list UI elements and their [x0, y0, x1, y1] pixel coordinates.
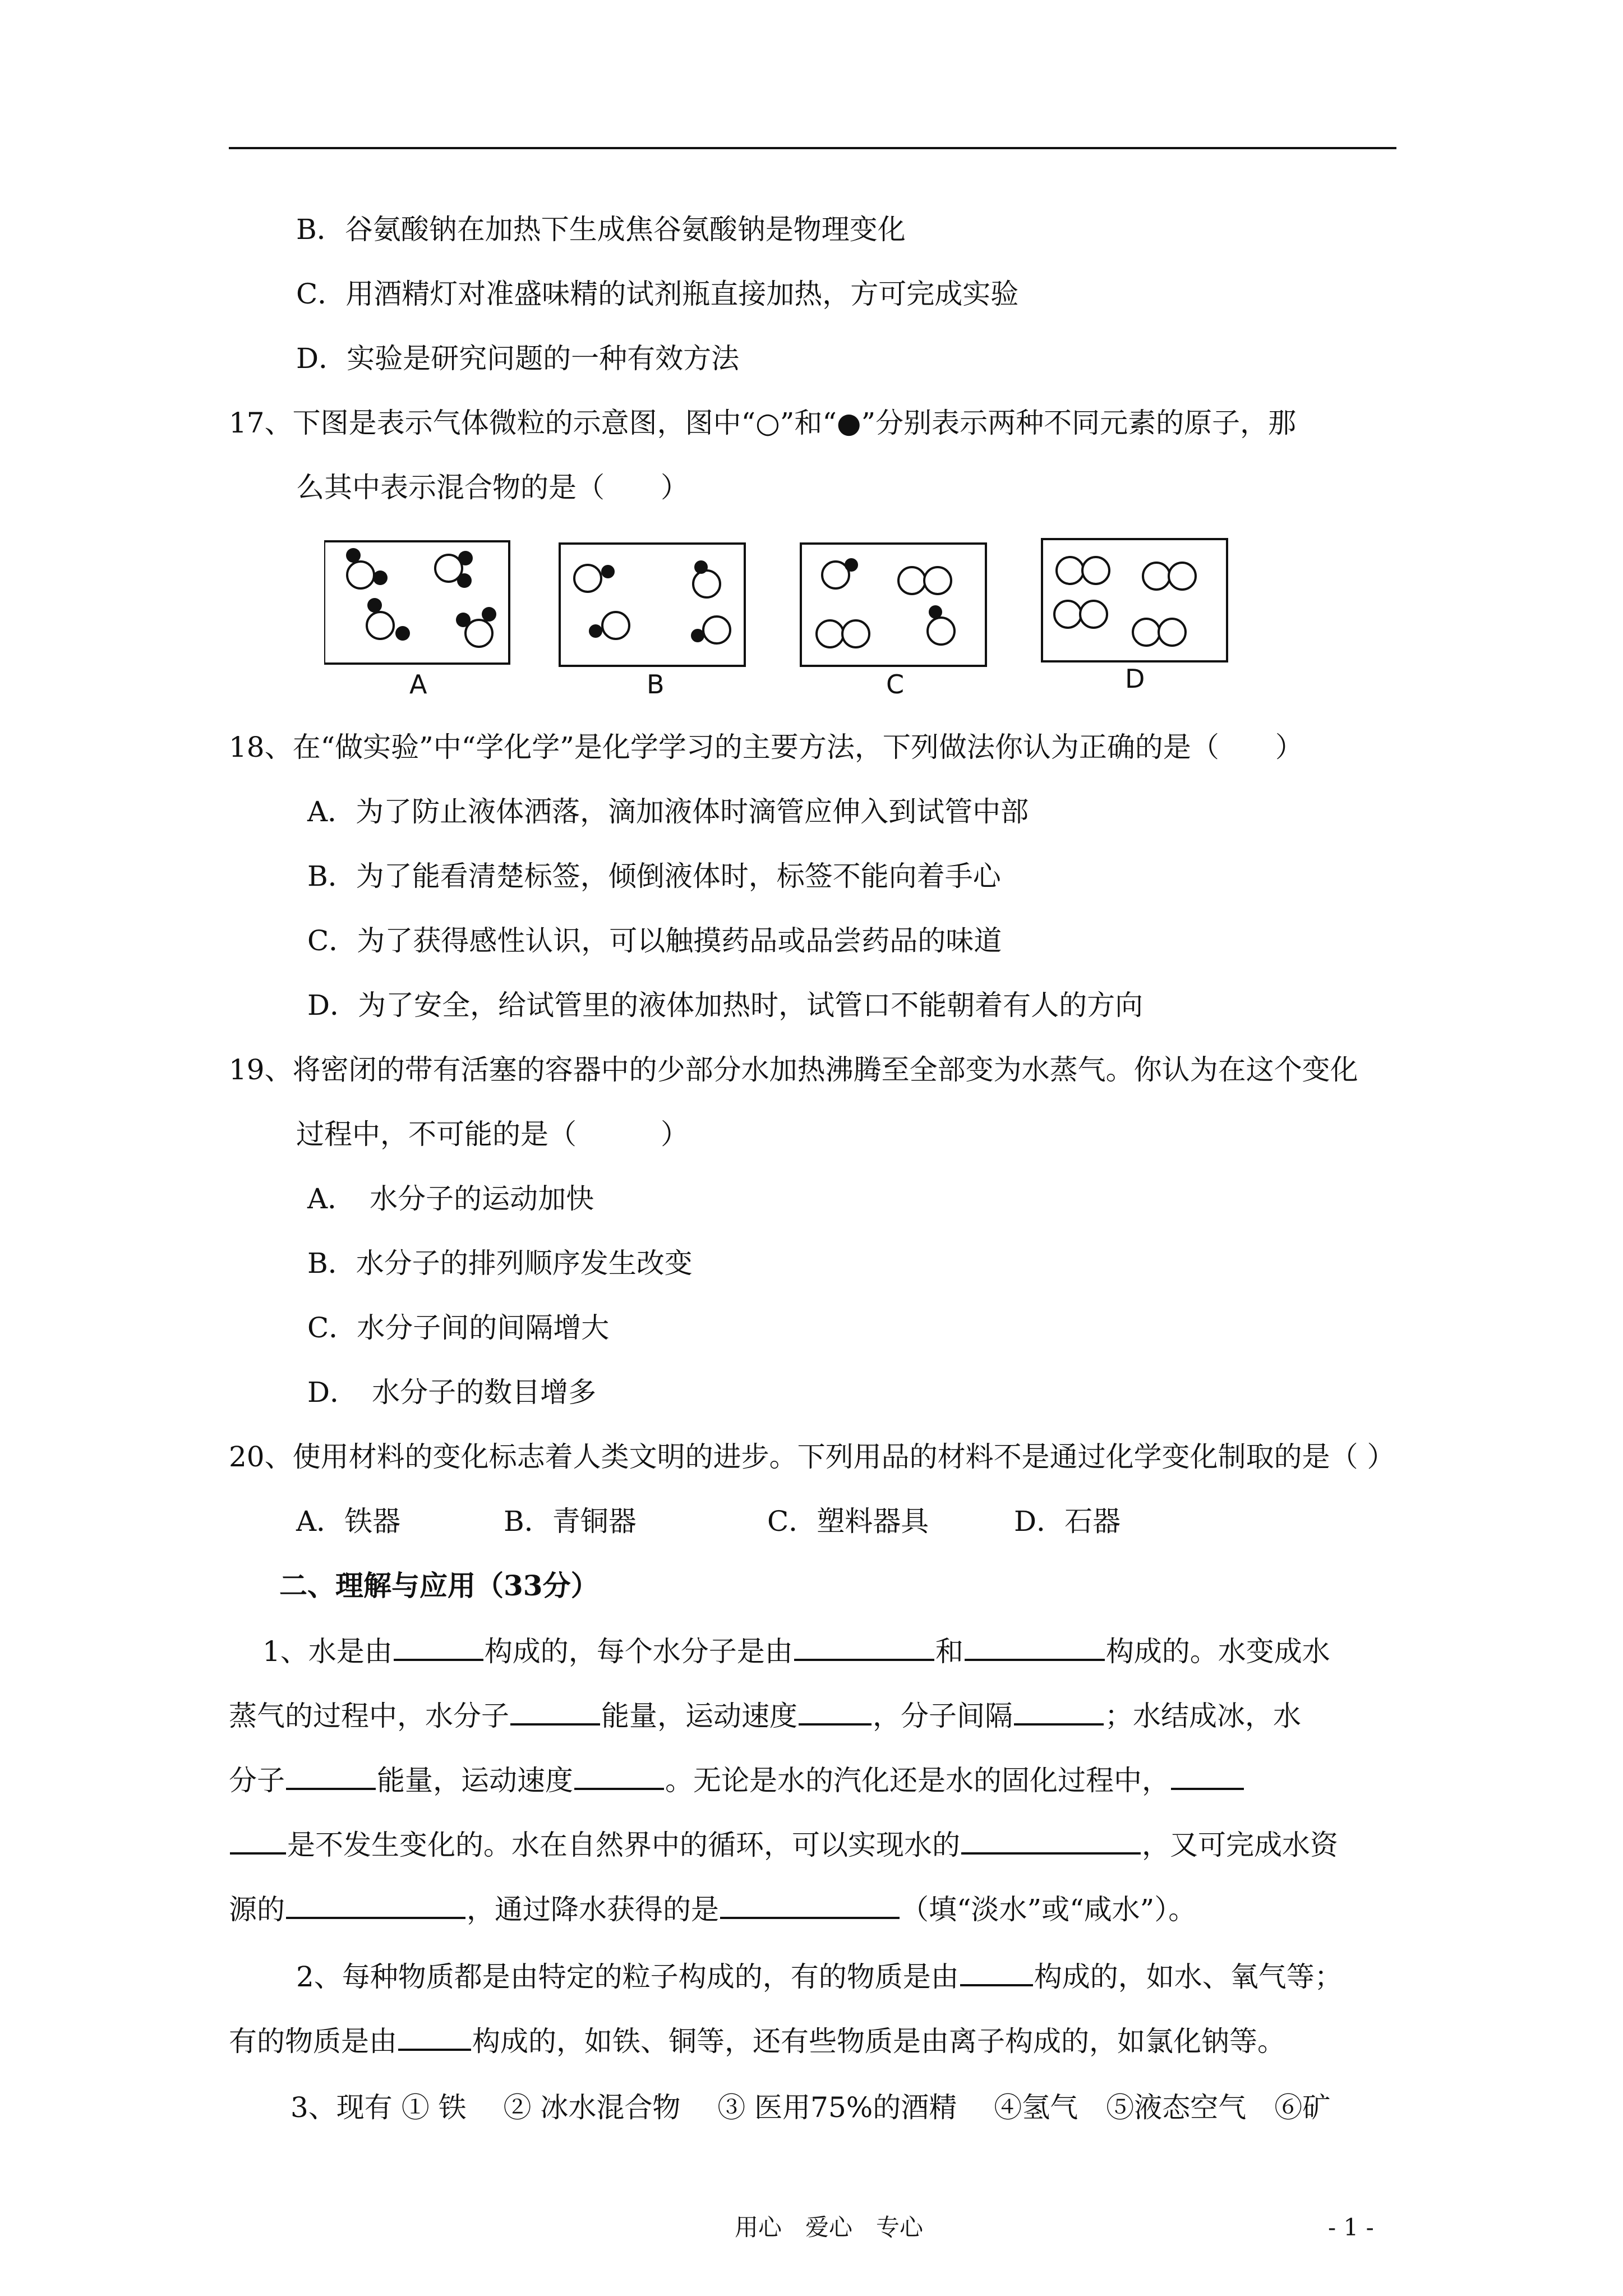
q19-stem-line1: 19、将密闭的带有活塞的容器中的少部分水加热沸腾至全部变为水蒸气。你认为在这个变化 — [229, 1053, 1358, 1086]
q20-option-a: A．铁器 — [296, 1505, 401, 1538]
answer-blank[interactable] — [574, 1762, 664, 1790]
white-atom — [367, 612, 394, 639]
black-atom — [589, 624, 602, 638]
white-atom — [1057, 557, 1083, 584]
text-segment: 1、水是由 — [262, 1635, 393, 1668]
answer-blank[interactable] — [230, 1826, 286, 1855]
black-atom — [458, 551, 473, 565]
black-atom — [373, 570, 388, 585]
q18-option-d: D．为了安全，给试管里的液体加热时，试管口不能朝着有人的方向 — [307, 989, 1144, 1022]
white-atom — [574, 565, 601, 592]
white-atom — [1133, 619, 1160, 646]
fill-q1-line4 — [229, 1826, 1338, 1862]
white-atom — [1082, 557, 1109, 584]
text-segment: 是不发生变化的。水在自然界中的循环，可以实现水的 — [287, 1829, 960, 1861]
section-title: 二、理解与应用（33分） — [279, 1569, 599, 1602]
black-atom — [929, 605, 942, 619]
white-atom — [817, 620, 843, 647]
black-atom — [457, 573, 472, 588]
header-rule — [229, 147, 1396, 149]
q19-option-b: B．水分子的排列顺序发生改变 — [307, 1247, 693, 1280]
text-segment: 分子 — [229, 1764, 285, 1797]
diagram-label-c: C — [886, 669, 905, 700]
text-segment: 源的 — [229, 1893, 285, 1926]
text-segment: 有的物质是由 — [229, 2025, 397, 2058]
footer-center: 用心 爱心 专心 — [735, 2214, 924, 2241]
white-atom — [693, 570, 720, 597]
black-atom — [346, 548, 361, 563]
white-atom — [1169, 563, 1196, 590]
answer-blank[interactable] — [1014, 1697, 1104, 1726]
text-segment: 2、每种物质都是由特定的粒子构成的，有的物质是由 — [296, 1961, 959, 1993]
text-segment: ，又可完成水资 — [1142, 1829, 1338, 1861]
q20-option-b: B．青铜器 — [504, 1505, 637, 1538]
text-segment: ，分子间隔 — [873, 1700, 1013, 1732]
text-segment: 能量，运动速度 — [601, 1700, 797, 1732]
text-segment: 和 — [935, 1635, 963, 1668]
page-number: - 1 - — [1328, 2214, 1374, 2241]
fill-q1-line2 — [229, 1697, 1301, 1733]
q18-option-c: C．为了获得感性认识，可以触摸药品或品尝药品的味道 — [307, 924, 1002, 957]
answer-blank[interactable] — [720, 1891, 900, 1919]
white-atom — [924, 567, 951, 594]
text-segment: （填“淡水”或“咸水”）。 — [901, 1893, 1197, 1926]
black-atom — [601, 565, 615, 578]
q18-stem: 18、在“做实验”中“学化学”是化学学习的主要方法，下列做法你认为正确的是（ ） — [229, 731, 1303, 763]
fill-q1-line5 — [229, 1891, 1196, 1927]
white-atom — [928, 618, 955, 645]
q16-option-d: D．实验是研究问题的一种有效方法 — [296, 342, 740, 375]
fill-q1-line3 — [229, 1762, 1245, 1798]
black-atom — [395, 626, 410, 641]
black-atom — [367, 598, 382, 613]
text-segment: 。无论是水的汽化还是水的固化过程中， — [665, 1764, 1170, 1797]
text-segment: ，通过降水获得的是 — [467, 1893, 719, 1926]
fill-q3-line1: 3、现有 ① 铁 ② 冰水混合物 ③ 医用75%的酒精 ④氢气 ⑤液态空气 ⑥矿 — [291, 2091, 1331, 2124]
q19-option-c: C．水分子间的间隔增大 — [307, 1312, 610, 1344]
q20-stem: 20、使用材料的变化标志着人类文明的进步。下列用品的材料不是通过化学变化制取的是（ ） — [229, 1441, 1395, 1473]
fill-q2-line1 — [296, 1958, 1343, 1994]
q20-option-c: C．塑料器具 — [767, 1505, 929, 1538]
particle-diagram — [324, 536, 1233, 704]
black-atom — [482, 607, 496, 622]
q20-option-d: D．石器 — [1014, 1505, 1121, 1538]
q16-option-b: B．谷氨酸钠在加热下生成焦谷氨酸钠是物理变化 — [296, 213, 906, 246]
answer-blank[interactable] — [1171, 1762, 1244, 1790]
q17-stem-line2: 么其中表示混合物的是（ ） — [296, 471, 689, 504]
text-segment: 构成的。水变成水 — [1105, 1635, 1330, 1668]
q18-option-a: A．为了防止液体洒落，滴加液体时滴管应伸入到试管中部 — [307, 795, 1029, 828]
q18-option-b: B．为了能看清楚标签，倾倒液体时，标签不能向着手心 — [307, 860, 1001, 892]
q19-stem-line2: 过程中，不可能的是（ ） — [296, 1118, 689, 1151]
text-segment: ；水结成冰，水 — [1105, 1700, 1301, 1732]
q19-option-a: A． 水分子的运动加快 — [307, 1182, 594, 1215]
white-atom — [1080, 601, 1107, 628]
answer-blank[interactable] — [961, 1826, 1141, 1855]
white-atom — [898, 567, 925, 594]
answer-blank[interactable] — [394, 1633, 483, 1661]
diagram-box-b — [560, 544, 745, 666]
black-atom — [845, 558, 858, 572]
white-atom — [1054, 601, 1081, 628]
answer-blank[interactable] — [965, 1633, 1105, 1661]
diagram-label-a: A — [409, 669, 427, 700]
white-atom — [703, 616, 730, 643]
white-atom — [842, 620, 869, 647]
text-segment: 构成的，如水、氧气等； — [1034, 1961, 1343, 1993]
q16-option-c: C．用酒精灯对准盛味精的试剂瓶直接加热，方可完成实验 — [296, 278, 1019, 310]
black-atom — [456, 613, 471, 627]
black-atom — [691, 629, 704, 642]
diagram-label-d: D — [1125, 664, 1145, 694]
text-segment: 能量，运动速度 — [377, 1764, 573, 1797]
white-atom — [602, 612, 629, 639]
answer-blank[interactable] — [286, 1891, 465, 1919]
answer-blank[interactable] — [398, 2023, 471, 2051]
answer-blank[interactable] — [799, 1697, 872, 1726]
fill-q2-line2 — [229, 2023, 1285, 2059]
text-segment: 构成的，每个水分子是由 — [484, 1635, 793, 1668]
answer-blank[interactable] — [960, 1958, 1033, 1986]
text-segment: 蒸气的过程中，水分子 — [229, 1700, 509, 1732]
text-segment: 构成的，如铁、铜等，还有些物质是由离子构成的，如氯化钠等。 — [472, 2025, 1285, 2058]
black-atom — [694, 560, 708, 574]
answer-blank[interactable] — [286, 1762, 376, 1790]
white-atom — [1159, 619, 1186, 646]
white-atom — [465, 620, 492, 647]
answer-blank[interactable] — [510, 1697, 600, 1726]
q19-option-d: D． 水分子的数目增多 — [307, 1376, 597, 1409]
q17-stem-line1: 17、下图是表示气体微粒的示意图，图中“○”和“●”分别表示两种不同元素的原子，那 — [229, 407, 1297, 439]
white-atom — [1143, 563, 1170, 590]
answer-blank[interactable] — [794, 1633, 934, 1661]
fill-q1-line1 — [262, 1633, 1330, 1669]
diagram-label-b: B — [647, 669, 665, 700]
white-atom — [347, 562, 374, 588]
